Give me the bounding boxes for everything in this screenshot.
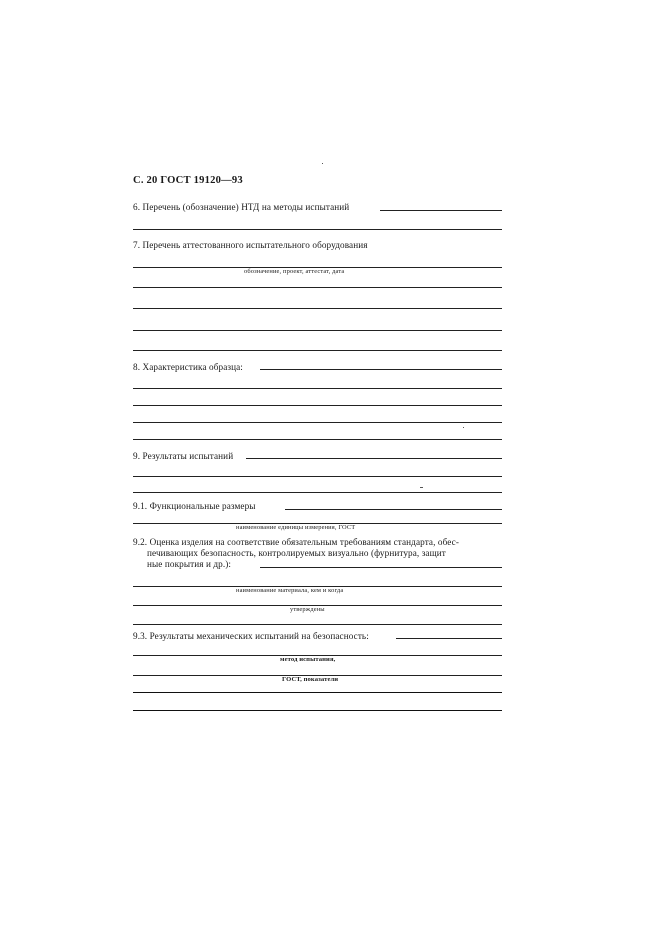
scan-speck	[322, 163, 323, 164]
section-8-fill-line	[260, 369, 502, 370]
section-9-1-caption: наименование единицы измерения, ГОСТ	[236, 524, 356, 531]
section-9-2-line-2: печивающих безопасность, контролируемых визуально (фурнитура, защит	[147, 548, 446, 558]
section-9-2-line-1: 9.2. Оценка изделия на соответствие обязательным требованиям стандарта, обес-	[133, 537, 459, 547]
section-9-line-3	[133, 492, 502, 493]
section-9-2-caption-2: утверждены	[290, 606, 325, 613]
section-9-label: 9. Результаты испытаний	[133, 451, 234, 461]
section-9-2-caption-1: наименование материала, кем и когда	[236, 587, 344, 594]
section-9-2-line-c	[133, 624, 502, 625]
section-7-line-3	[133, 308, 502, 309]
section-9-1-fill-line	[285, 509, 502, 510]
section-8-line-2	[133, 388, 502, 389]
section-9-2-fill-line	[260, 567, 502, 568]
section-7-caption: обозначение, проект, аттестат, дата	[244, 268, 345, 275]
section-7-line-2	[133, 287, 502, 288]
section-9-fill-line	[246, 458, 502, 459]
section-6-line-2	[133, 229, 502, 230]
section-7-line-5	[133, 350, 502, 351]
section-8-line-3	[133, 405, 502, 406]
scan-speck	[420, 487, 423, 488]
section-9-1-label: 9.1. Функциональные размеры	[133, 501, 256, 511]
scan-speck	[463, 427, 464, 428]
page-header: С. 20 ГОСТ 19120—93	[133, 175, 243, 186]
section-7-label: 7. Перечень аттестованного испытательного оборудования	[133, 240, 368, 250]
section-9-line-2	[133, 476, 502, 477]
section-7-line-4	[133, 330, 502, 331]
section-9-3-line-5	[133, 710, 502, 711]
section-9-3-caption-2: ГОСТ, показатели	[282, 676, 339, 683]
section-6-fill-line	[380, 210, 502, 211]
section-8-label: 8. Характеристика образца:	[133, 362, 243, 372]
section-8-line-5	[133, 439, 502, 440]
section-9-2-line-3: ные покрытия и др.):	[147, 559, 232, 569]
section-9-3-label: 9.3. Результаты механических испытаний на безопасность:	[133, 631, 369, 641]
section-9-3-line-4	[133, 692, 502, 693]
section-8-line-4	[133, 422, 502, 423]
section-9-3-caption-1: метод испытания,	[280, 656, 336, 663]
section-6-label: 6. Перечень (обозначение) НТД на методы испытаний	[133, 202, 350, 212]
section-9-3-fill-line	[396, 638, 502, 639]
